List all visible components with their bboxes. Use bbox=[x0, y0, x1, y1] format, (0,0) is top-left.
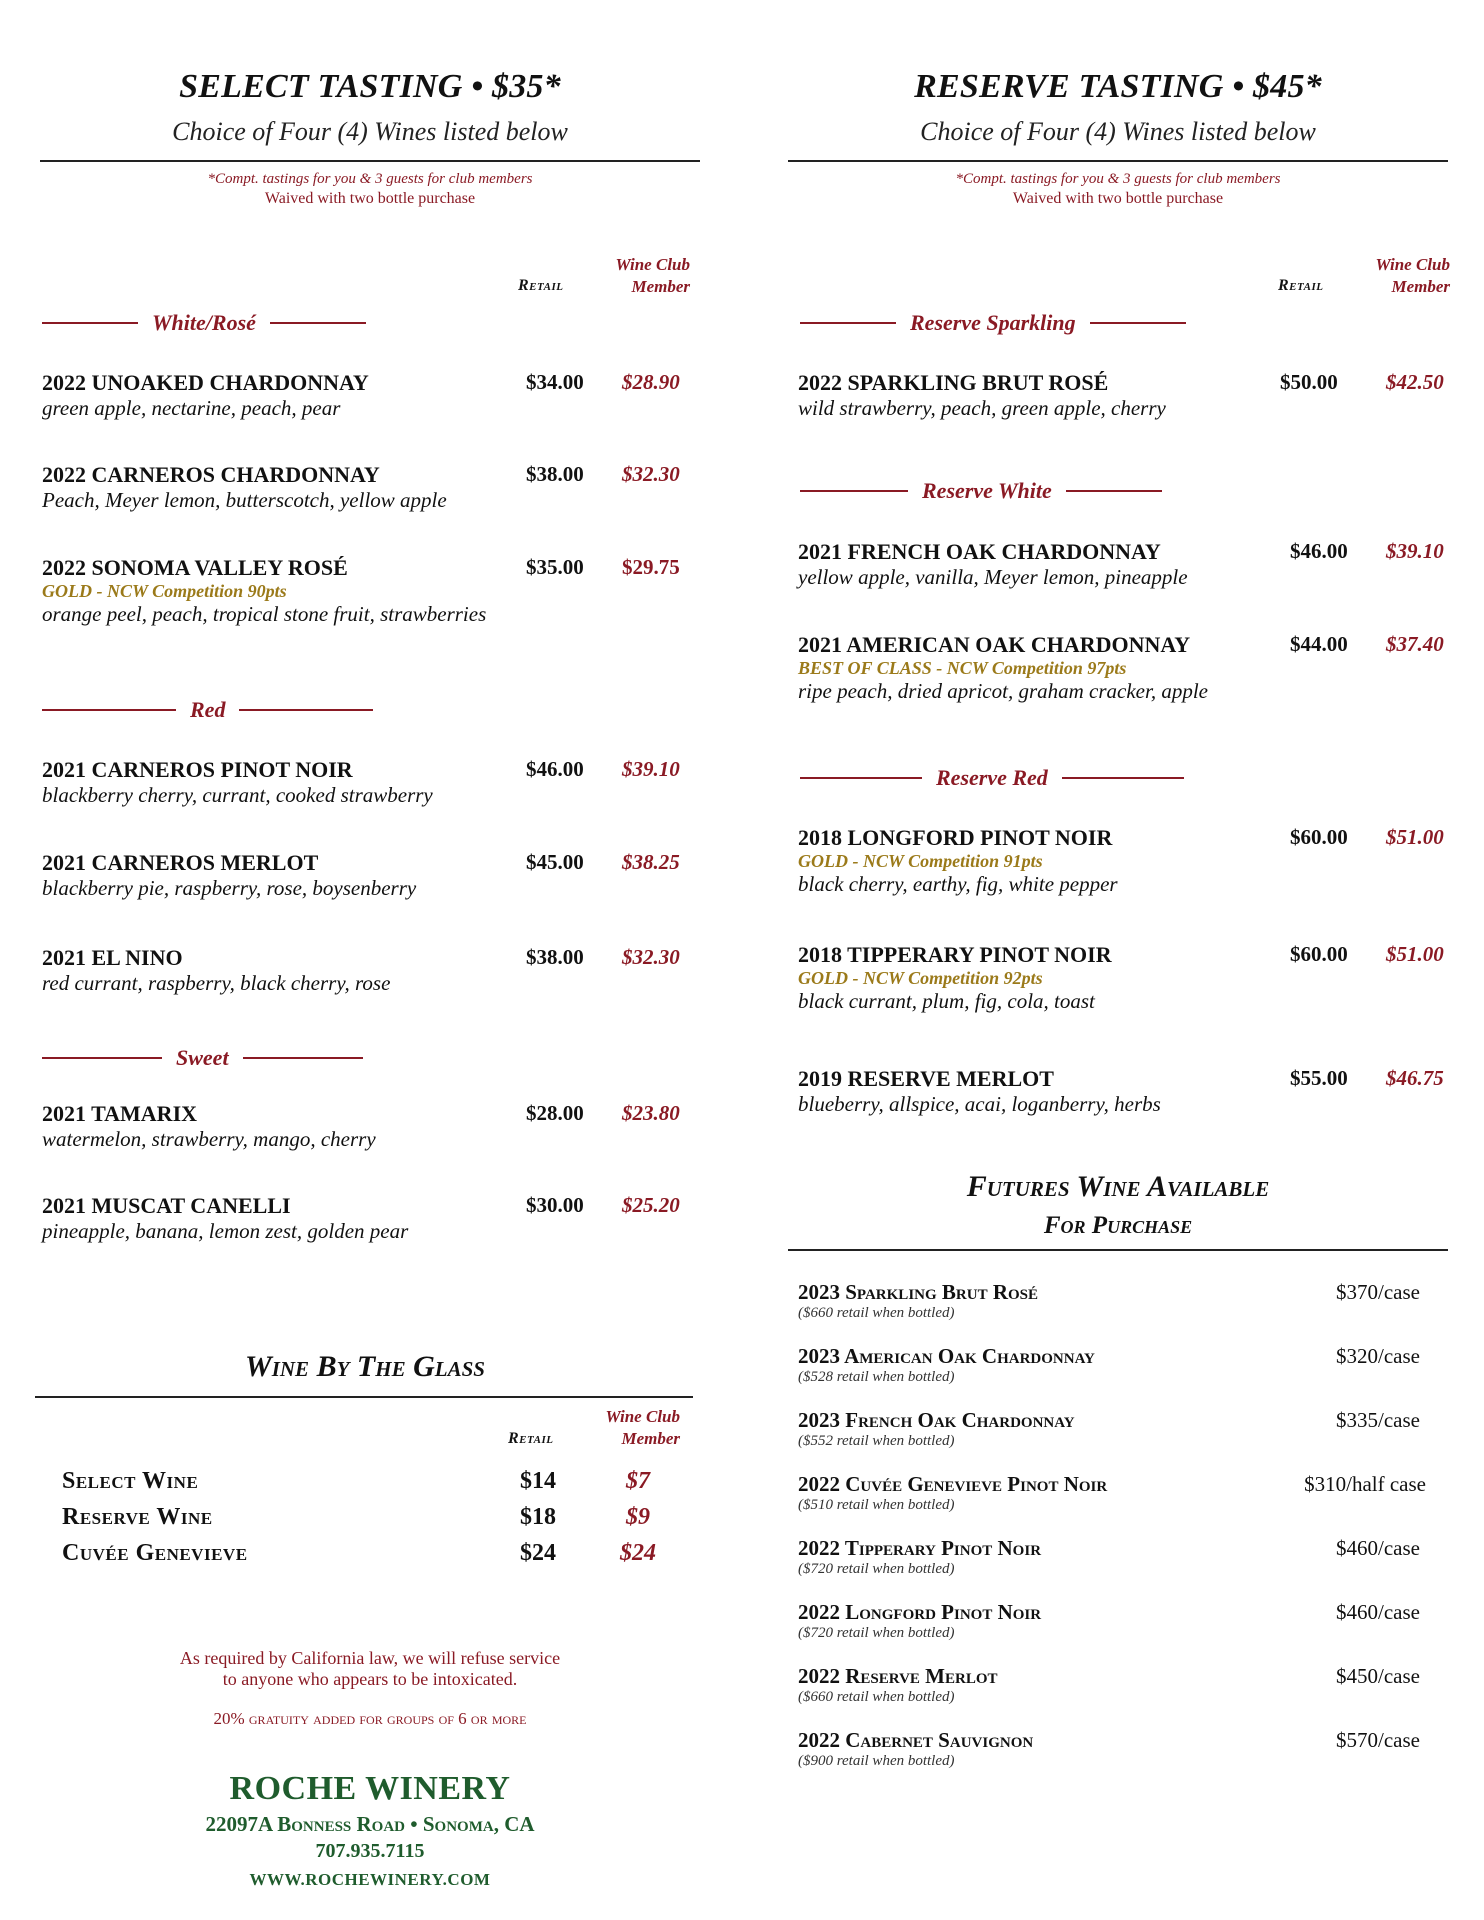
section-reserve-white bbox=[800, 478, 1162, 504]
select-col-club-line1: Wine Club bbox=[615, 255, 690, 274]
glass-item-name: Reserve Wine bbox=[62, 1504, 213, 1530]
section-label: White/Rosé bbox=[152, 310, 256, 335]
futures-title: Futures Wine Available bbox=[966, 1170, 1270, 1203]
glass-item-retail: $18 bbox=[520, 1504, 556, 1530]
wine-notes: yellow apple, vanilla, Meyer lemon, pineapple bbox=[798, 565, 1188, 589]
futures-item-name: 2022 Reserve Merlot bbox=[798, 1664, 998, 1688]
wine-name: 2021 FRENCH OAK CHARDONNAY bbox=[798, 539, 1161, 564]
glass-item-club: $24 bbox=[620, 1540, 656, 1566]
section-red bbox=[42, 697, 373, 723]
select-col-retail: Retail bbox=[518, 277, 564, 294]
futures-item-name: 2022 Cuvée Genevieve Pinot Noir bbox=[798, 1472, 1108, 1496]
futures-item-price: $370/case bbox=[1336, 1280, 1420, 1304]
winery-phone: 707.935.7115 bbox=[315, 1840, 425, 1862]
section-label: Reserve Sparkling bbox=[910, 310, 1076, 335]
wine-retail-price: $28.00 bbox=[526, 1101, 584, 1125]
futures-item-note: ($720 retail when bottled) bbox=[798, 1625, 955, 1641]
futures-item-note: ($660 retail when bottled) bbox=[798, 1305, 955, 1321]
wine-retail-price: $35.00 bbox=[526, 555, 584, 579]
wine-award: BEST OF CLASS - NCW Competition 97pts bbox=[798, 658, 1127, 678]
legal-line-1: As required by California law, we will refuse service bbox=[179, 1648, 561, 1668]
futures-item bbox=[798, 1280, 1038, 1322]
wine-retail-price: $38.00 bbox=[526, 945, 584, 969]
glass-col-club-line2: Member bbox=[621, 1429, 680, 1448]
gratuity-note: 20% gratuity added for groups of 6 or more bbox=[213, 1709, 527, 1728]
wine-item bbox=[798, 370, 1166, 421]
glass-item-name: Select Wine bbox=[62, 1468, 199, 1494]
reserve-header-rule bbox=[788, 160, 1448, 162]
section-reserve-sparkling bbox=[800, 310, 1186, 336]
wine-name: 2018 LONGFORD PINOT NOIR bbox=[798, 825, 1113, 850]
wine-item bbox=[42, 370, 369, 421]
wine-retail-price: $60.00 bbox=[1290, 942, 1348, 966]
wine-notes: black currant, plum, fig, cola, toast bbox=[798, 989, 1095, 1013]
futures-item-note: ($552 retail when bottled) bbox=[798, 1433, 955, 1449]
wine-retail-price: $46.00 bbox=[526, 757, 584, 781]
wine-notes: ripe peach, dried apricot, graham cracker, apple bbox=[798, 679, 1209, 703]
futures-item-price: $450/case bbox=[1336, 1664, 1420, 1688]
wine-retail-price: $44.00 bbox=[1290, 632, 1348, 656]
section-reserve-red bbox=[800, 765, 1184, 791]
wine-name: 2022 UNOAKED CHARDONNAY bbox=[42, 370, 369, 395]
wine-item bbox=[42, 462, 447, 513]
wine-club-price: $42.50 bbox=[1386, 370, 1444, 394]
wine-item bbox=[798, 539, 1188, 590]
glass-item-name: Cuvée Genevieve bbox=[62, 1540, 248, 1566]
glass-col-club-line1: Wine Club bbox=[605, 1407, 680, 1426]
futures-item bbox=[798, 1344, 1095, 1386]
futures-item-price: $460/case bbox=[1336, 1600, 1420, 1624]
futures-item bbox=[798, 1600, 1041, 1642]
select-header-rule bbox=[40, 160, 700, 162]
wine-name: 2021 EL NINO bbox=[42, 945, 183, 970]
wine-item bbox=[798, 1066, 1161, 1117]
glass-col-retail: Retail bbox=[508, 1430, 554, 1447]
futures-item-name: 2022 Longford Pinot Noir bbox=[798, 1600, 1042, 1624]
wine-item bbox=[42, 1101, 376, 1152]
wine-item bbox=[798, 942, 1112, 1014]
futures-item bbox=[798, 1408, 1075, 1450]
wine-name: 2022 SPARKLING BRUT ROSÉ bbox=[798, 370, 1109, 395]
futures-item-note: ($660 retail when bottled) bbox=[798, 1689, 955, 1705]
wine-retail-price: $50.00 bbox=[1280, 370, 1338, 394]
futures-item-name: 2022 Cabernet Sauvignon bbox=[798, 1728, 1034, 1752]
reserve-comp-note: *Compt. tastings for you & 3 guests for club members bbox=[955, 171, 1281, 187]
winery-name: ROCHE WINERY bbox=[229, 1770, 511, 1807]
futures-item-price: $570/case bbox=[1336, 1728, 1420, 1752]
reserve-col-club-line1: Wine Club bbox=[1375, 255, 1450, 274]
futures-item bbox=[798, 1536, 1041, 1578]
wine-club-price: $38.25 bbox=[622, 850, 680, 874]
glass-title: Wine By The Glass bbox=[245, 1350, 485, 1383]
wine-club-price: $23.80 bbox=[622, 1101, 680, 1125]
glass-header-rule bbox=[35, 1396, 693, 1398]
wine-club-price: $25.20 bbox=[622, 1193, 680, 1217]
wine-club-price: $46.75 bbox=[1386, 1066, 1444, 1090]
wine-award: GOLD - NCW Competition 91pts bbox=[798, 851, 1043, 871]
futures-item-name: 2023 French Oak Chardonnay bbox=[798, 1408, 1075, 1432]
section-label: Reserve White bbox=[922, 478, 1052, 503]
legal-line-2: to anyone who appears to be intoxicated. bbox=[222, 1669, 518, 1689]
wine-retail-price: $45.00 bbox=[526, 850, 584, 874]
select-waived-note: Waived with two bottle purchase bbox=[264, 190, 476, 207]
wine-item bbox=[798, 825, 1118, 897]
wine-club-price: $39.10 bbox=[622, 757, 680, 781]
wine-award: GOLD - NCW Competition 92pts bbox=[798, 968, 1043, 988]
futures-item-price: $320/case bbox=[1336, 1344, 1420, 1368]
wine-notes: red currant, raspberry, black cherry, rose bbox=[42, 971, 391, 995]
wine-item bbox=[42, 757, 433, 808]
reserve-tasting-subtitle: Choice of Four (4) Wines listed below bbox=[920, 117, 1316, 146]
wine-name: 2021 AMERICAN OAK CHARDONNAY bbox=[798, 632, 1191, 657]
futures-item-name: 2022 Tipperary Pinot Noir bbox=[798, 1536, 1042, 1560]
select-comp-note: *Compt. tastings for you & 3 guests for club members bbox=[207, 171, 533, 187]
wine-notes: blackberry pie, raspberry, rose, boysenberry bbox=[42, 876, 417, 900]
wine-notes: Peach, Meyer lemon, butterscotch, yellow apple bbox=[42, 488, 447, 512]
wine-club-price: $37.40 bbox=[1386, 632, 1444, 656]
wine-retail-price: $38.00 bbox=[526, 462, 584, 486]
wine-name: 2019 RESERVE MERLOT bbox=[798, 1066, 1054, 1091]
reserve-col-club-line2: Member bbox=[1391, 277, 1450, 296]
reserve-waived-note: Waived with two bottle purchase bbox=[1012, 190, 1224, 207]
wine-notes: pineapple, banana, lemon zest, golden pear bbox=[42, 1219, 409, 1243]
wine-name: 2018 TIPPERARY PINOT NOIR bbox=[798, 942, 1112, 967]
section-sweet bbox=[42, 1045, 363, 1071]
glass-item-retail: $24 bbox=[520, 1540, 556, 1566]
futures-item-note: ($900 retail when bottled) bbox=[798, 1753, 955, 1769]
wine-name: 2021 TAMARIX bbox=[42, 1101, 198, 1126]
wine-club-price: $28.90 bbox=[622, 370, 680, 394]
futures-header-rule bbox=[788, 1249, 1448, 1251]
wine-notes: watermelon, strawberry, mango, cherry bbox=[42, 1127, 376, 1151]
wine-name: 2021 MUSCAT CANELLI bbox=[42, 1193, 291, 1218]
wine-notes: blackberry cherry, currant, cooked strawberry bbox=[42, 783, 433, 807]
glass-item-club: $7 bbox=[626, 1468, 650, 1494]
section-label: Red bbox=[190, 697, 226, 722]
winery-address: 22097A Bonness Road • Sonoma, CA bbox=[205, 1812, 535, 1836]
wine-item bbox=[798, 632, 1208, 704]
futures-item-price: $460/case bbox=[1336, 1536, 1420, 1560]
select-col-club-line2: Member bbox=[631, 277, 690, 296]
wine-award: GOLD - NCW Competition 90pts bbox=[42, 581, 287, 601]
futures-item-note: ($528 retail when bottled) bbox=[798, 1369, 955, 1385]
wine-name: 2021 CARNEROS MERLOT bbox=[42, 850, 319, 875]
reserve-tasting-title: RESERVE TASTING • $45* bbox=[914, 68, 1322, 105]
wine-club-price: $32.30 bbox=[622, 462, 680, 486]
glass-item-retail: $14 bbox=[520, 1468, 556, 1494]
select-tasting-title: SELECT TASTING • $35* bbox=[179, 68, 561, 105]
wine-name: 2021 CARNEROS PINOT NOIR bbox=[42, 757, 353, 782]
glass-item-club: $9 bbox=[626, 1504, 650, 1530]
futures-item-price: $310/half case bbox=[1304, 1472, 1426, 1496]
futures-item bbox=[798, 1728, 1033, 1770]
wine-retail-price: $46.00 bbox=[1290, 539, 1348, 563]
wine-club-price: $29.75 bbox=[622, 555, 680, 579]
futures-item bbox=[798, 1664, 998, 1706]
wine-notes: orange peel, peach, tropical stone fruit, strawberries bbox=[42, 602, 487, 626]
wine-retail-price: $34.00 bbox=[526, 370, 584, 394]
wine-notes: wild strawberry, peach, green apple, cherry bbox=[798, 396, 1166, 420]
wine-notes: green apple, nectarine, peach, pear bbox=[42, 396, 341, 420]
futures-item-note: ($510 retail when bottled) bbox=[798, 1497, 955, 1513]
reserve-col-retail: Retail bbox=[1278, 277, 1324, 294]
futures-item bbox=[798, 1472, 1107, 1514]
wine-retail-price: $60.00 bbox=[1290, 825, 1348, 849]
section-label: Sweet bbox=[176, 1045, 229, 1070]
wine-club-price: $39.10 bbox=[1386, 539, 1444, 563]
winery-website-link[interactable]: WWW.ROCHEWINERY.COM bbox=[249, 1870, 491, 1889]
futures-item-name: 2023 American Oak Chardonnay bbox=[798, 1344, 1095, 1368]
wine-item bbox=[42, 555, 486, 627]
wine-notes: black cherry, earthy, fig, white pepper bbox=[798, 872, 1118, 896]
wine-item bbox=[42, 850, 416, 901]
futures-item-note: ($720 retail when bottled) bbox=[798, 1561, 955, 1577]
wine-club-price: $32.30 bbox=[622, 945, 680, 969]
wine-name: 2022 CARNEROS CHARDONNAY bbox=[42, 462, 380, 487]
futures-subtitle: For Purchase bbox=[1043, 1212, 1193, 1239]
wine-name: 2022 SONOMA VALLEY ROSÉ bbox=[42, 555, 348, 580]
wine-retail-price: $55.00 bbox=[1290, 1066, 1348, 1090]
wine-notes: blueberry, allspice, acai, loganberry, herbs bbox=[798, 1092, 1161, 1116]
wine-club-price: $51.00 bbox=[1386, 825, 1444, 849]
section-white-rose bbox=[42, 310, 366, 336]
futures-item-price: $335/case bbox=[1336, 1408, 1420, 1432]
wine-club-price: $51.00 bbox=[1386, 942, 1444, 966]
wine-item bbox=[42, 1193, 408, 1244]
wine-retail-price: $30.00 bbox=[526, 1193, 584, 1217]
futures-item-name: 2023 Sparkling Brut Rosé bbox=[798, 1280, 1039, 1304]
select-tasting-subtitle: Choice of Four (4) Wines listed below bbox=[172, 117, 568, 146]
section-label: Reserve Red bbox=[936, 765, 1048, 790]
wine-item bbox=[42, 945, 390, 996]
